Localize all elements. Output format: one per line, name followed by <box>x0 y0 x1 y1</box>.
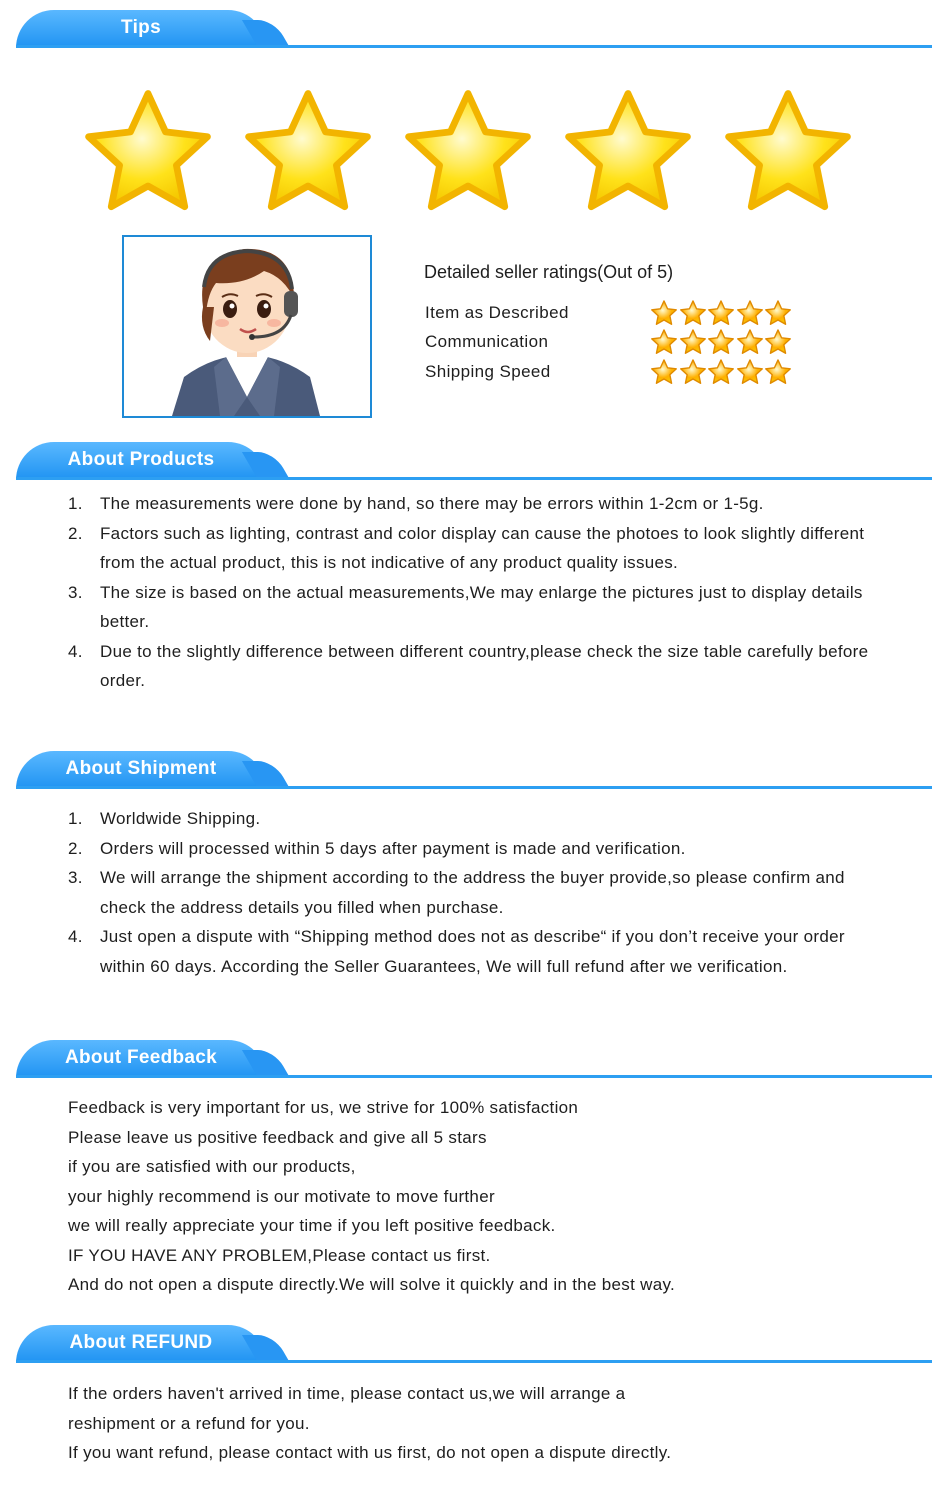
rating-label: Communication <box>425 332 549 351</box>
seller-ratings-title: Detailed seller ratings(Out of 5) <box>424 262 674 282</box>
section-header-about-refund <box>16 1325 932 1365</box>
list-number: 3. <box>68 582 83 602</box>
rating-row-shipping-speed <box>425 362 805 388</box>
star-icon <box>764 299 792 327</box>
feedback-line: we will really appreciate your time if you left positive feedback. <box>68 1216 556 1235</box>
rating-row-communication <box>425 332 805 358</box>
feedback-line: Please leave us positive feedback and give all 5 stars <box>68 1127 487 1147</box>
star-icon <box>679 328 707 356</box>
list-text: Orders will processed within 5 days after payment is made and verification. <box>100 838 686 858</box>
list-text: Just open a dispute with “Shipping method does not as describe“ if you don’t receive your order within 60 days. According the Seller Guarantees, We will full refund after we verification. <box>100 927 845 976</box>
star-icon <box>679 358 707 386</box>
list-number: 4. <box>68 927 83 946</box>
list-item <box>68 519 908 578</box>
star-icon <box>240 84 376 220</box>
big-star-rating <box>80 84 880 212</box>
star-icon <box>707 328 735 356</box>
star-icon <box>80 84 216 220</box>
refund-line: reshipment or a refund for you. <box>68 1413 310 1433</box>
section-tab <box>16 442 266 480</box>
star-icon <box>650 299 678 327</box>
section-header-about-products <box>16 442 932 482</box>
star-icon <box>764 358 792 386</box>
feedback-text <box>68 1093 908 1300</box>
star-icon <box>650 358 678 386</box>
list-item <box>68 804 908 834</box>
rating-label: Item as Described <box>425 303 569 322</box>
section-divider <box>16 477 932 480</box>
refund-line: If you want refund, please contact with us first, do not open a dispute directly. <box>68 1443 672 1462</box>
shipment-list <box>68 804 908 981</box>
section-title: About Shipment <box>65 758 217 779</box>
section-header-tips <box>16 10 932 50</box>
list-item <box>68 834 908 864</box>
list-item <box>68 922 908 981</box>
section-title: About REFUND <box>69 1332 213 1353</box>
list-text: Due to the slightly difference between different country,please check the size table carefully before order. <box>100 641 869 690</box>
feedback-line: And do not open a dispute directly.We will solve it quickly and in the best way. <box>68 1275 676 1294</box>
list-item <box>68 863 908 922</box>
list-text: The size is based on the actual measurements,We may enlarge the pictures just to display details better. <box>100 582 863 631</box>
star-icon <box>720 84 856 220</box>
star-icon <box>707 299 735 327</box>
star-icon <box>736 299 764 327</box>
section-divider <box>16 786 932 789</box>
section-divider <box>16 1360 932 1363</box>
rating-row-item-as-described <box>425 303 805 329</box>
products-list <box>68 489 908 696</box>
section-tab <box>16 1040 266 1078</box>
list-item <box>68 637 908 696</box>
list-item <box>68 489 908 519</box>
list-item <box>68 578 908 637</box>
section-tab <box>16 10 266 48</box>
feedback-line: Feedback is very important for us, we strive for 100% satisfaction <box>68 1098 579 1117</box>
list-number: 4. <box>68 641 83 661</box>
star-icon <box>650 328 678 356</box>
list-number: 1. <box>68 494 83 513</box>
section-tab <box>16 1325 266 1363</box>
list-number: 2. <box>68 838 83 858</box>
section-divider <box>16 45 932 48</box>
list-text: The measurements were done by hand, so there may be errors within 1-2cm or 1-5g. <box>100 494 764 513</box>
customer-service-avatar <box>122 235 372 418</box>
list-text: We will arrange the shipment according to the address the buyer provide,so please confirm and check the address details you filled when purchase. <box>100 868 845 917</box>
rating-label: Shipping Speed <box>425 362 551 381</box>
list-number: 1. <box>68 809 83 828</box>
list-text: Factors such as lighting, contrast and color display can cause the photoes to look slightly different from the actual product, this is not indicative of any product quality issues. <box>100 523 865 572</box>
star-icon <box>560 84 696 220</box>
feedback-line: your highly recommend is our motivate to move further <box>68 1186 495 1206</box>
feedback-line: if you are satisfied with our products, <box>68 1157 356 1176</box>
star-icon <box>400 84 536 220</box>
refund-text <box>68 1379 908 1468</box>
section-title: Tips <box>121 17 161 38</box>
list-text: Worldwide Shipping. <box>100 809 261 828</box>
section-header-about-feedback <box>16 1040 932 1080</box>
feedback-line: IF YOU HAVE ANY PROBLEM,Please contact us first. <box>68 1245 491 1265</box>
section-divider <box>16 1075 932 1078</box>
section-title: About Feedback <box>65 1047 217 1068</box>
list-number: 3. <box>68 868 83 887</box>
refund-line: If the orders haven't arrived in time, please contact us,we will arrange a <box>68 1384 626 1403</box>
section-header-about-shipment <box>16 751 932 791</box>
star-icon <box>707 358 735 386</box>
star-icon <box>764 328 792 356</box>
star-icon <box>736 358 764 386</box>
list-number: 2. <box>68 523 83 543</box>
star-icon <box>679 299 707 327</box>
star-icon <box>736 328 764 356</box>
section-tab <box>16 751 266 789</box>
section-title: About Products <box>67 449 215 470</box>
